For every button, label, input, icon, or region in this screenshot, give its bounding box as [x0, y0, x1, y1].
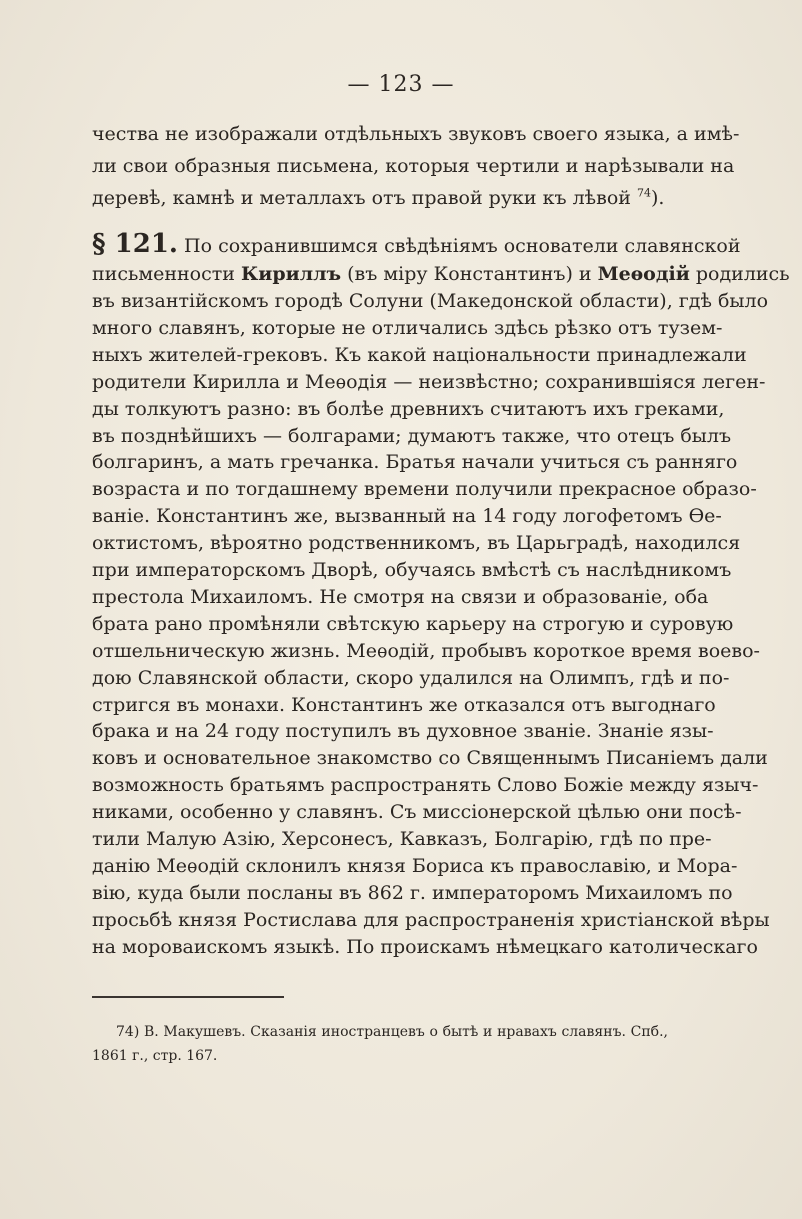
paragraph2-line-20: ковъ и основательное знакомство со Священнымъ Писаніемъ дали [92, 747, 768, 770]
page-number: — 123 — [347, 72, 455, 97]
paragraph2-line-1 [92, 229, 741, 259]
paragraph2-line-8: въ позднѣйшихъ — болгарами; думаютъ также, что отецъ былъ [92, 424, 732, 447]
paragraph2-line-5: ныхъ жителей-грековъ. Къ какой національности принадлежали [92, 343, 747, 366]
paragraph2-line-17: дою Славянской области, скоро удалился на Олимпъ, гдѣ и по- [92, 666, 730, 689]
paragraph2-line-3: въ византійскомъ городѣ Солуни (Македонской области), гдѣ было [92, 290, 769, 312]
name-kirill: Кириллъ [240, 263, 342, 285]
paragraph2-line-19: брака и на 24 году поступилъ въ духовное званіе. Знаніе язы- [92, 720, 714, 743]
paragraph2-line-21: возможность братьямъ распространять Слово Божіе между языч- [92, 774, 759, 797]
paragraph2-line-16: отшельническую жизнь. Меѳодій, пробывъ короткое время воево- [92, 639, 760, 662]
footnote-reference: 74 [636, 186, 651, 200]
paragraph2-line-18: стригся въ монахи. Константинъ же отказался отъ выгоднаго [92, 693, 716, 716]
paragraph2-line-22: никами, особенно у славянъ. Съ миссіонерской цѣлью они посѣ- [92, 801, 742, 824]
paragraph2-line-1-text: По сохранившимся свѣдѣніямъ основатели славянской [177, 235, 741, 257]
footnote-divider [92, 996, 284, 998]
name-methodius: Меѳодій [597, 263, 690, 285]
paragraph2-line-4: много славянъ, которые не отличались здѣсь рѣзко отъ тузем- [92, 316, 723, 339]
section-mark: § 121. [92, 229, 178, 259]
paragraph1-line-1: чества не изображали отдѣльныхъ звуковъ своего языка, а имѣ- [92, 123, 740, 145]
paragraph2-line-11: ваніе. Константинъ же, вызванный на 14 году логофетомъ Ѳе- [92, 505, 722, 528]
footnote-line-1: 74) В. Макушевъ. Сказанія иностранцевъ о бытѣ и нравахъ славянъ. Спб., [116, 1024, 668, 1040]
paragraph2-line-24: данію Меѳодій склонилъ князя Бориса къ православію, и Мора- [92, 854, 738, 877]
paragraph2-line-12: октистомъ, вѣроятно родственникомъ, въ Царьградѣ, находился [92, 532, 741, 555]
paragraph2-line-25: вію, куда были посланы въ 862 г. императоромъ Михаиломъ по [92, 881, 733, 904]
paragraph2-line-2-end: родились [689, 263, 790, 285]
paragraph1-line-3 [92, 186, 668, 210]
paragraph2-line-7: ды толкуютъ разно: въ болѣе древнихъ считаютъ ихъ греками, [92, 397, 725, 420]
paragraph2-line-9: болгаринъ, а мать гречанка. Братья начали учиться съ ранняго [92, 451, 738, 474]
paragraph2-line-13: при императорскомъ Дворѣ, обучаясь вмѣстѣ съ наслѣдникомъ [92, 559, 732, 581]
paragraph2-line-10: возраста и по тогдашнему времени получили прекрасное образо- [92, 478, 757, 501]
paragraph2-line-26: просьбѣ князя Ростислава для распространенія христіанской вѣры [92, 908, 770, 931]
paragraph2-line-23: тили Малую Азію, Херсонесъ, Кавказъ, Болгарію, гдѣ по пре- [92, 828, 712, 850]
paragraph2-line-27: на мороваискомъ языкѣ. По проискамъ нѣмецкаго католическаго [92, 935, 758, 958]
paragraph1-line-3-end: ). [650, 187, 665, 209]
paragraph2-line-2-mid: (въ міру Константинъ) и [341, 263, 598, 285]
paragraph2-line-6: родители Кирилла и Меѳодія — неизвѣстно; сохранившіяся леген- [92, 370, 766, 393]
paragraph2-line-14: престола Михаиломъ. Не смотря на связи и образованіе, оба [92, 585, 709, 608]
paragraph1-line-3-text: деревѣ, камнѣ и металлахъ отъ правой руки къ лѣвой [92, 187, 631, 209]
paragraph1-line-2: ли свои образныя письмена, которыя чертили и нарѣзывали на [92, 155, 735, 177]
footnote-line-2: 1861 г., стр. 167. [92, 1048, 218, 1064]
paragraph2-line-15: брата рано промѣняли свѣтскую карьеру на строгую и суровую [92, 612, 734, 635]
paragraph2-line-2-start: письменности [92, 263, 241, 285]
paragraph2-line-2 [92, 262, 790, 286]
